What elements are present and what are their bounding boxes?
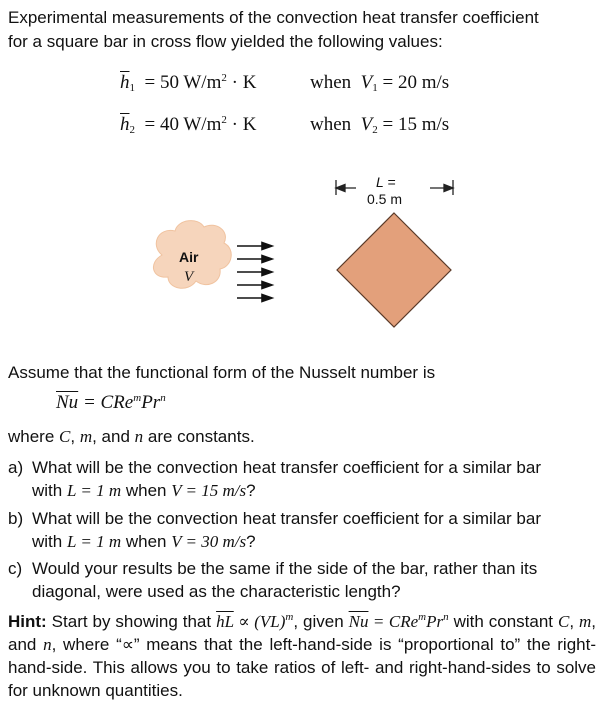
nusselt-intro: Assume that the functional form of the Nusselt number is [8,363,436,382]
intro-line-1: Experimental measurements of the convection heat transfer coefficient [8,8,539,27]
air-label: Air [179,249,199,265]
nusselt-equation: $\overline{Nu} = CRe^mPr^n$ [56,392,166,413]
flow-arrows [237,243,272,302]
square-bar [337,213,451,327]
question-a: a) What will be the convection heat transfer coefficient for a similar bar with L = 1 m when V = 15 m/s? [8,458,541,500]
figure [0,165,604,355]
question-b: b) What will be the convection heat transfer coefficient for a similar bar with L = 1 m when V = 30 m/s? [8,509,541,551]
measurement-row-1-velocity: when $V_1 = 20$ m/s [310,72,450,94]
length-label: L = [376,174,396,190]
measurement-row-2-velocity: when $V_2 = 15$ m/s [310,114,450,136]
measurement-row-2: $\overline{h}_2 = 40$ $W/m^2 \cdot K$ [120,114,257,136]
length-value: 0.5 m [367,191,403,207]
intro-line-2: for a square bar in cross flow yielded the following values: [8,32,443,51]
constants-note: where C, m, and n are constants. [8,427,255,446]
question-c: c) Would your results be the same if the side of the bar, rather than its diagonal, were used as the characteristic length? [8,559,538,601]
measurement-row-1: $\overline{h}_1 = 50$ $W/m^2 \cdot K$ [120,72,257,94]
air-velocity-symbol: V [184,269,194,285]
hint-paragraph: Hint: Start by showing that $\overline{hL} \propto (VL)^m$, given $\overline{Nu} = CRe^mPr^n$ with constant C, m, and n, where “∝” means that the left-hand-side is “proportional to” the right-hand-side. This allows you to take ratios of left- and right-hand-sides to solve for unknown quantities. [8,611,597,700]
